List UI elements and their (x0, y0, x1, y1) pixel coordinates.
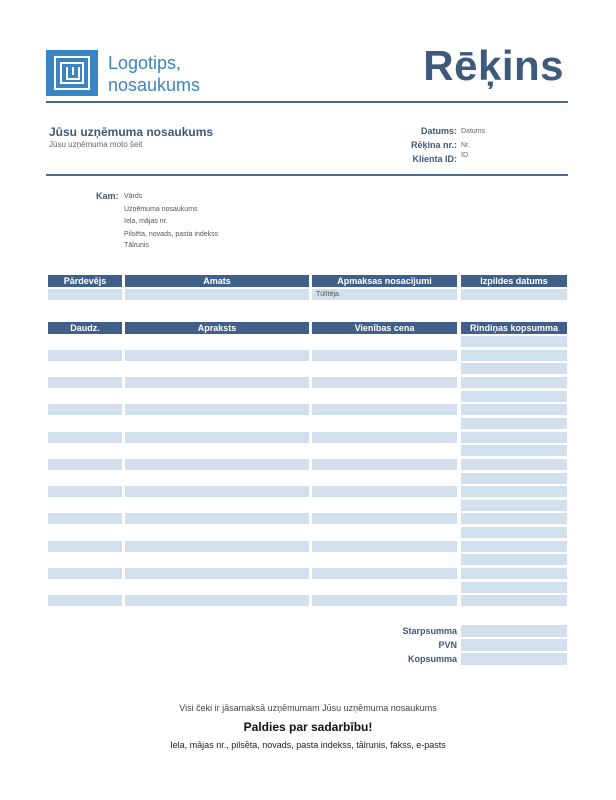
invoice-number-label: Rēķina nr.: (410, 140, 457, 150)
item-line-total-cell[interactable] (461, 582, 567, 593)
vat-label: PVN (438, 640, 457, 650)
invoice-number-value: Nr. (461, 142, 470, 149)
item-line-total-cell[interactable] (461, 486, 567, 497)
item-description-cell[interactable] (125, 377, 309, 388)
sales-cell-position[interactable] (125, 289, 309, 300)
item-line-total-cell[interactable] (461, 500, 567, 511)
date-value: Datums (461, 128, 486, 135)
recipient-label: Kam: (96, 191, 119, 201)
item-line-total-cell[interactable] (461, 595, 567, 606)
item-description-cell[interactable] (125, 513, 309, 524)
sales-header-position: Amats (125, 275, 309, 287)
logo-text (108, 52, 200, 96)
item-line-total-cell[interactable] (461, 363, 567, 374)
item-line-total-cell[interactable] (461, 541, 567, 552)
item-qty-cell[interactable] (48, 568, 122, 579)
item-line-total-cell[interactable] (461, 418, 567, 429)
item-qty-cell[interactable] (48, 350, 122, 361)
item-description-cell[interactable] (125, 595, 309, 606)
item-qty-cell[interactable] (48, 459, 122, 470)
item-qty-cell[interactable] (48, 377, 122, 388)
item-description-cell[interactable] (125, 404, 309, 415)
recipient-name: Vārds (124, 193, 143, 200)
items-header-unit-price: Vienības cena (312, 322, 457, 334)
item-line-total-cell[interactable] (461, 554, 567, 565)
item-unit-price-cell[interactable] (312, 513, 457, 524)
item-unit-price-cell[interactable] (312, 568, 457, 579)
item-line-total-cell[interactable] (461, 568, 567, 579)
footer-payable: Visi čeki ir jāsamaksā uzņēmumam Jūsu uzņēmuma nosaukums (179, 703, 437, 713)
item-qty-cell[interactable] (48, 595, 122, 606)
item-unit-price-cell[interactable] (312, 404, 457, 415)
subtotal-value[interactable] (461, 625, 567, 637)
sales-header-seller: Pārdevējs (48, 275, 122, 287)
item-line-total-cell[interactable] (461, 445, 567, 456)
item-line-total-cell[interactable] (461, 459, 567, 470)
total-label: Kopsumma (407, 654, 457, 664)
sales-cell-seller[interactable] (48, 289, 122, 300)
recipient-company: Uzņēmuma nosaukums (124, 206, 198, 213)
item-description-cell[interactable] (125, 432, 309, 443)
item-description-cell[interactable] (125, 568, 309, 579)
section-divider (46, 174, 568, 176)
vat-value[interactable] (461, 639, 567, 651)
sales-header-terms: Apmaksas nosacījumi (312, 275, 457, 287)
company-slogan: Jūsu uzņēmuma moto šeit (49, 140, 143, 149)
recipient-phone: Tālrunis (124, 242, 149, 249)
date-label: Datums: (420, 126, 457, 136)
items-header-qty: Daudz. (48, 322, 122, 334)
item-unit-price-cell[interactable] (312, 377, 457, 388)
item-qty-cell[interactable] (48, 404, 122, 415)
sales-header-due-date: Izpildes datums (461, 275, 567, 287)
logo-line2: nosaukums (108, 75, 201, 95)
item-line-total-cell[interactable] (461, 527, 567, 538)
item-unit-price-cell[interactable] (312, 459, 457, 470)
item-unit-price-cell[interactable] (312, 432, 457, 443)
subtotal-label: Starpsumma (402, 626, 457, 636)
company-name: Jūsu uzņēmuma nosaukums (49, 125, 214, 139)
footer-address: Iela, mājas nr., pilsēta, novads, pasta indekss, tālrunis, fakss, e-pasts (170, 740, 446, 750)
item-line-total-cell[interactable] (461, 336, 567, 347)
items-header-line-total: Rindiņas kopsumma (461, 322, 567, 334)
item-qty-cell[interactable] (48, 541, 122, 552)
total-value[interactable] (461, 653, 567, 665)
item-line-total-cell[interactable] (461, 350, 567, 361)
logo-icon (46, 50, 98, 96)
item-line-total-cell[interactable] (461, 432, 567, 443)
sales-cell-due-date[interactable] (461, 289, 567, 300)
items-header-description: Apraksts (125, 322, 309, 334)
recipient-street: Iela, mājas nr. (124, 218, 168, 225)
item-unit-price-cell[interactable] (312, 595, 457, 606)
header-divider (46, 101, 568, 103)
footer-thanks: Paldies par sadarbību! (243, 720, 373, 734)
item-description-cell[interactable] (125, 486, 309, 497)
item-description-cell[interactable] (125, 459, 309, 470)
item-unit-price-cell[interactable] (312, 350, 457, 361)
item-unit-price-cell[interactable] (312, 541, 457, 552)
item-qty-cell[interactable] (48, 486, 122, 497)
recipient-city: Pilsēta, novads, pasta indekss (124, 231, 219, 238)
item-description-cell[interactable] (125, 350, 309, 361)
item-qty-cell[interactable] (48, 432, 122, 443)
sales-cell-terms[interactable]: Tūlītēja (312, 289, 457, 300)
item-qty-cell[interactable] (48, 513, 122, 524)
logo-line1: Logotips, (108, 53, 182, 73)
invoice-title: Rēķins (423, 42, 564, 89)
item-line-total-cell[interactable] (461, 473, 567, 484)
item-line-total-cell[interactable] (461, 513, 567, 524)
item-line-total-cell[interactable] (461, 377, 567, 388)
item-description-cell[interactable] (125, 541, 309, 552)
item-unit-price-cell[interactable] (312, 486, 457, 497)
item-line-total-cell[interactable] (461, 391, 567, 402)
client-id-value: ID (461, 152, 468, 159)
item-line-total-cell[interactable] (461, 404, 567, 415)
client-id-label: Klienta ID: (412, 154, 457, 164)
